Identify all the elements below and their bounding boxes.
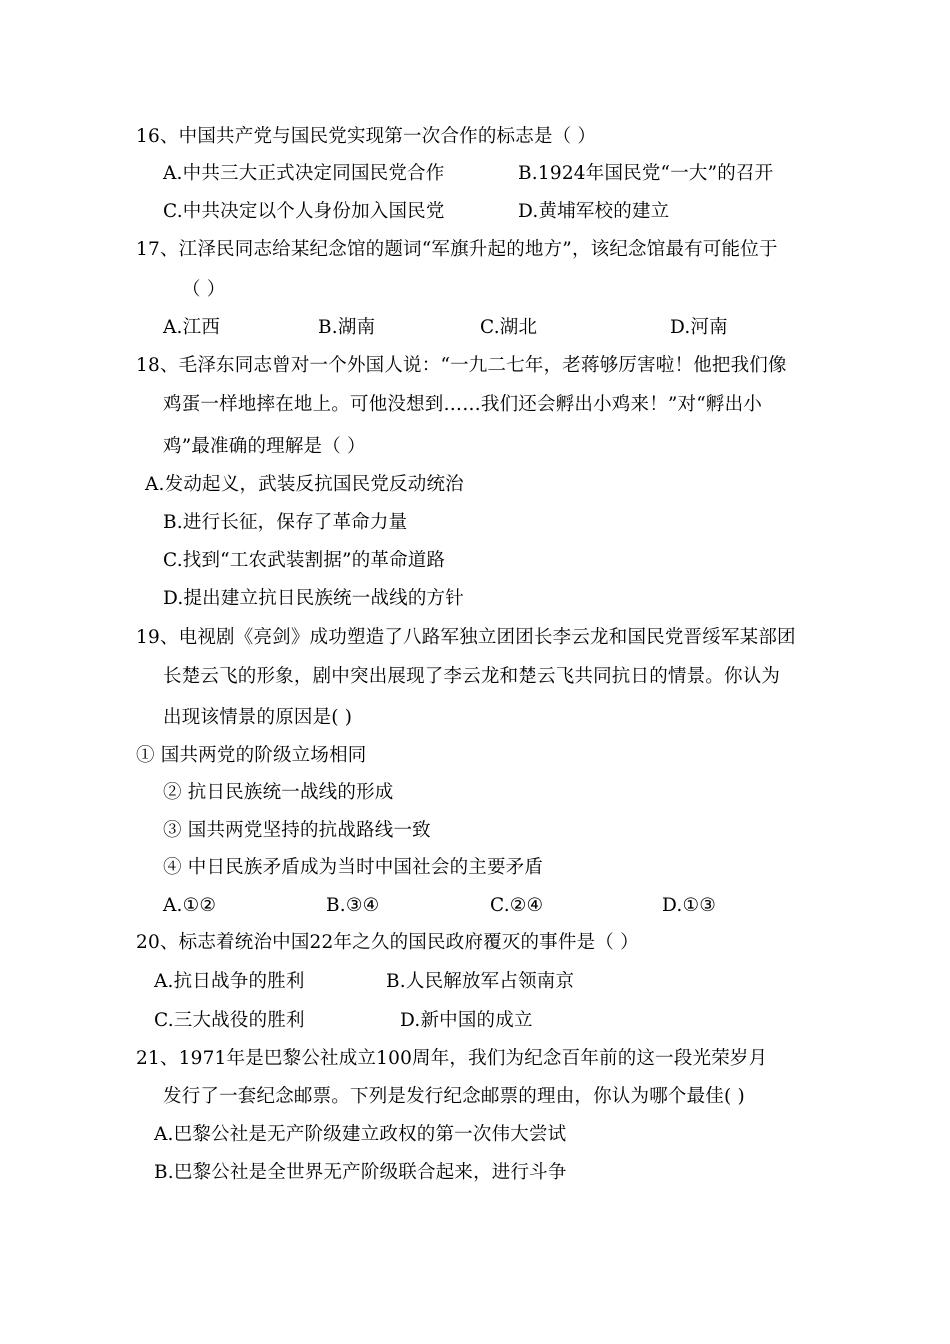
question-19-stem: 19、电视剧《亮剑》成功塑造了八路军独立团团长李云龙和国民党晋绥军某部团: [136, 627, 796, 648]
question-18-stem: 18、毛泽东同志曾对一个外国人说：“一九二七年，老蒋够厉害啦！他把我们像: [136, 355, 787, 376]
question-19-statement-3: ③ 国共两党坚持的抗战路线一致: [163, 820, 431, 841]
question-21-stem-line-2: 发行了一套纪念邮票。下列是发行纪念邮票的理由，你认为哪个最佳( ): [163, 1086, 745, 1107]
question-17-stem: 17、江泽民同志给某纪念馆的题词“军旗升起的地方”，该纪念馆最有可能位于: [136, 239, 778, 260]
question-20-option-d: D.新中国的成立: [400, 1010, 533, 1031]
question-20-stem: 20、标志着统治中国22年之久的国民政府覆灭的事件是（ ）: [136, 932, 639, 953]
question-21-option-a: A.巴黎公社是无产阶级建立政权的第一次伟大尝试: [154, 1124, 567, 1145]
question-19-option-d: D.①③: [662, 895, 717, 916]
question-16-option-d: D.黄埔军校的建立: [518, 201, 670, 222]
question-17-stem-bracket: （ ）: [182, 279, 226, 300]
question-20-option-a: A.抗日战争的胜利: [154, 971, 305, 992]
question-19-stem-line-2: 长楚云飞的形象，剧中突出展现了李云龙和楚云飞共同抗日的情景。你认为: [163, 666, 781, 687]
question-21-stem: 21、1971年是巴黎公社成立100周年，我们为纪念百年前的这一段光荣岁月: [136, 1048, 768, 1069]
question-19-option-c: C.②④: [490, 895, 544, 916]
question-18-stem-line-3: 鸡”最准确的理解是（ ）: [163, 436, 366, 457]
question-19-statement-4: ④ 中日民族矛盾成为当时中国社会的主要矛盾: [163, 857, 544, 878]
question-20-option-c: C.三大战役的胜利: [154, 1010, 305, 1031]
question-19-option-a: A.①②: [163, 895, 217, 916]
question-16-option-c: C.中共决定以个人身份加入国民党: [163, 201, 445, 222]
question-18-option-b: B.进行长征，保存了革命力量: [163, 512, 408, 533]
question-20-option-b: B.人民解放军占领南京: [386, 971, 575, 992]
question-18-option-d: D.提出建立抗日民族统一战线的方针: [163, 588, 464, 609]
question-19-option-b: B.③④: [326, 895, 380, 916]
question-17-option-c: C.湖北: [480, 317, 538, 338]
question-21-option-b: B.巴黎公社是全世界无产阶级联合起来，进行斗争: [154, 1162, 567, 1183]
question-18-stem-line-2: 鸡蛋一样地摔在地上。可他没想到……我们还会孵出小鸡来！”对“孵出小: [163, 394, 763, 415]
question-17-option-a: A.江西: [163, 317, 221, 338]
question-16-stem: 16、中国共产党与国民党实现第一次合作的标志是（ ）: [136, 126, 597, 147]
question-16-option-b: B.1924年国民党“一大”的召开: [518, 163, 774, 184]
question-18-option-c: C.找到“工农武装割据”的革命道路: [163, 550, 446, 571]
question-18-option-a: A.发动起义，武装反抗国民党反动统治: [145, 474, 464, 495]
question-17-option-b: B.湖南: [318, 317, 376, 338]
question-17-option-d: D.河南: [670, 317, 728, 338]
question-19-statement-1: ① 国共两党的阶级立场相同: [136, 745, 367, 766]
question-19-stem-line-3: 出现该情景的原因是( ): [163, 707, 353, 728]
question-16-option-a: A.中共三大正式决定同国民党合作: [163, 163, 445, 184]
question-19-statement-2: ② 抗日民族统一战线的形成: [163, 782, 394, 803]
